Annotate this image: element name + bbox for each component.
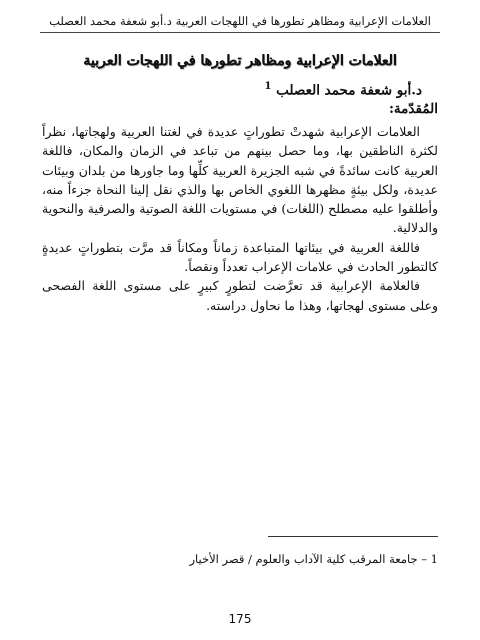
paragraph: فالعلامة الإعرابية قد تعرَّضت لتطورٍ كبيرٍ على مستوى اللغة الفصحى وعلى مستوى لهجاتها، وهذا ما نحاول دراسته. — [42, 278, 438, 313]
article-title: العلامات الإعرابية ومظاهر تطورها في اللهجات العربية — [83, 53, 397, 69]
body-text — [42, 122, 438, 315]
running-header: العلامات الإعرابية ومظاهر تطورها في اللهجات العربية د.أبو شعفة محمد العصلب — [40, 14, 440, 33]
footnote: 1 – جامعة المرقب كلية الآداب والعلوم / قصر الأخيار — [189, 552, 438, 566]
author-name: د.أبو شعفة محمد العصلب — [276, 82, 422, 99]
section-heading: المُقدّمة: — [388, 101, 438, 117]
page-number: 175 — [228, 612, 252, 626]
paragraph: فاللغة العربية في بيئاتها المتباعدة زماناً ومكاناً قد مرَّت بتطوراتٍ عديدةٍ كالتطور الحادث في علامات الإعراب تعدداً ونقصاً. — [42, 239, 438, 275]
author-footnote-marker: 1 — [264, 81, 272, 92]
footnote-separator — [268, 536, 438, 537]
author-line — [160, 78, 422, 100]
paragraph: العلامات الإعرابية شهدتْ تطوراتٍ عديدة في لغتنا العربية ولهجاتها، نظراً لكثرة الناطقين بها، وما حصل بينهم من تباعد في الزمان والمكان، فاللغة العربية كانت سائدةً في شبه الجزيرة العربية كلِّها وما جاورها من بلدان وبيئات عديدة، ولكل بيئةٍ مظهرها اللغوي الخاص بها والذي نقل إلينا النحاة جزءاً منه، وأطلقوا عليه مصطلح (اللغات) في مستويات اللغة الصوتية والصرفية والنحوية والدلالية. — [42, 124, 438, 236]
